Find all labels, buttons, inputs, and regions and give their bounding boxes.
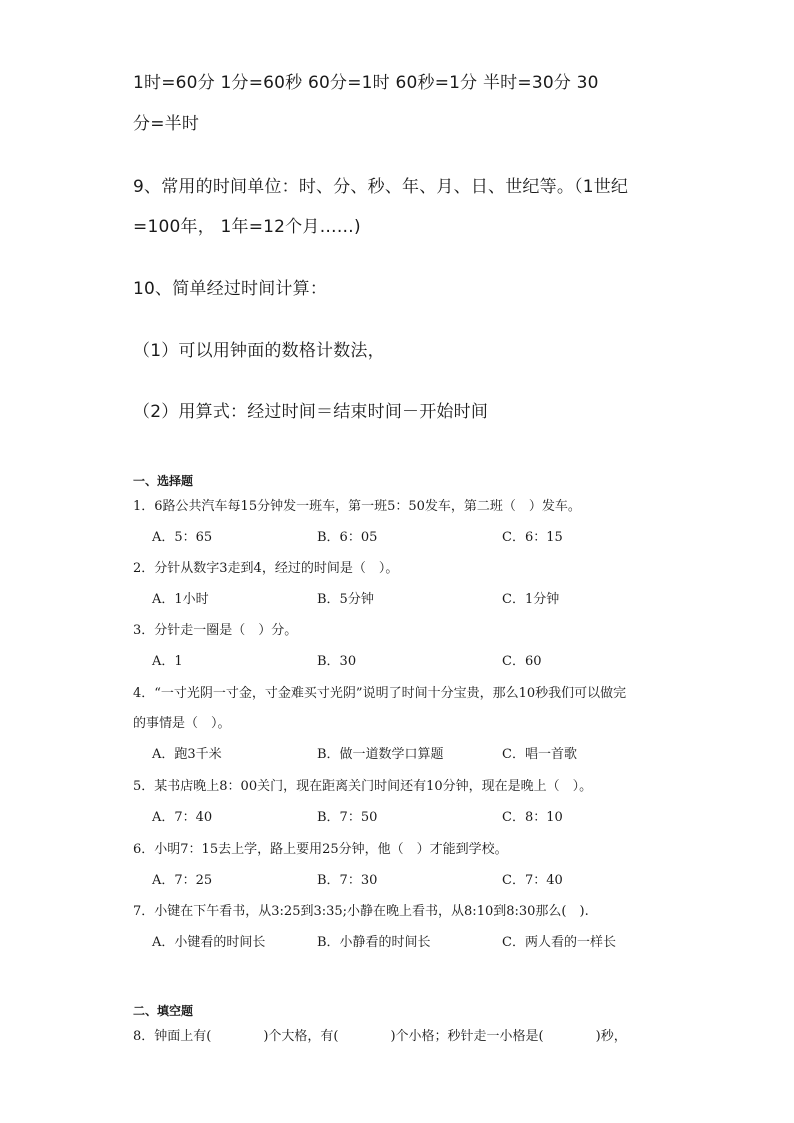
question-2-option-c: C．1分钟 [502,592,560,607]
section-title-fill-blank: 二、填空题 [133,1004,194,1018]
question-1-option-b: B．6：05 [317,530,378,545]
question-6: 6．小明7：15去上学，路上要用25分钟，他（ ）才能到学校。 [133,842,508,857]
question-5: 5．某书店晚上8：00关门，现在距离关门时间还有10分钟，现在是晚上（ ）。 [133,779,593,794]
note-time-conversions-cont: 分=半时 [133,114,200,134]
note-time-units-cont: =100年， 1年=12个月……) [133,217,361,237]
question-1-option-a: A．5：65 [152,530,213,545]
question-4-option-c: C．唱一首歌 [502,747,577,762]
question-6-option-c: C．7：40 [502,873,563,888]
note-elapsed-time-heading: 10、简单经过时间计算： [133,279,328,299]
note-time-conversions: 1时=60分 1分=60秒 60分=1时 60秒=1分 半时=30分 30 [133,73,599,93]
question-8: 8．钟面上有( )个大格，有( )个小格；秒针走一小格是( )秒， [133,1029,627,1044]
question-5-option-a: A．7：40 [152,810,213,825]
question-4-cont: 的事情是（ ）。 [133,716,231,731]
question-5-option-b: B．7：50 [317,810,378,825]
question-2: 2．分针从数字3走到4，经过的时间是（ ）。 [133,561,399,576]
question-7-option-b: B．小静看的时间长 [317,935,431,950]
question-6-option-b: B．7：30 [317,873,378,888]
note-method-2: （2）用算式：经过时间＝结束时间－开始时间 [133,402,489,422]
question-4: 4．“一寸光阴一寸金，寸金难买寸光阴”说明了时间十分宝贵，那么10秒我们可以做完 [133,686,627,701]
note-time-units: 9、常用的时间单位：时、分、秒、年、月、日、世纪等。（1世纪 [133,177,629,197]
question-7-option-c: C．两人看的一样长 [502,935,616,950]
question-3-option-a: A．1 [152,654,183,669]
question-7: 7．小键在下午看书，从3:25到3:35;小静在晚上看书，从8:10到8:30那么( ). [133,904,589,919]
question-4-option-b: B．做一道数学口算题 [317,747,444,762]
section-title-choice: 一、选择题 [133,474,194,488]
question-2-option-a: A．1小时 [152,592,209,607]
question-3-option-c: C．60 [502,654,542,669]
note-method-1: （1）可以用钟面的数格计数法， [133,341,385,361]
question-1-option-c: C．6：15 [502,530,563,545]
question-3: 3．分针走一圈是（ ）分。 [133,623,298,638]
question-4-option-a: A．跑3千米 [152,747,222,762]
question-2-option-b: B．5分钟 [317,592,374,607]
question-7-option-a: A．小键看的时间长 [152,935,266,950]
question-3-option-b: B．30 [317,654,357,669]
question-5-option-c: C．8：10 [502,810,563,825]
question-6-option-a: A．7：25 [152,873,213,888]
question-1: 1．6路公共汽车每15分钟发一班车，第一班5：50发车，第二班（ ）发车。 [133,499,581,514]
